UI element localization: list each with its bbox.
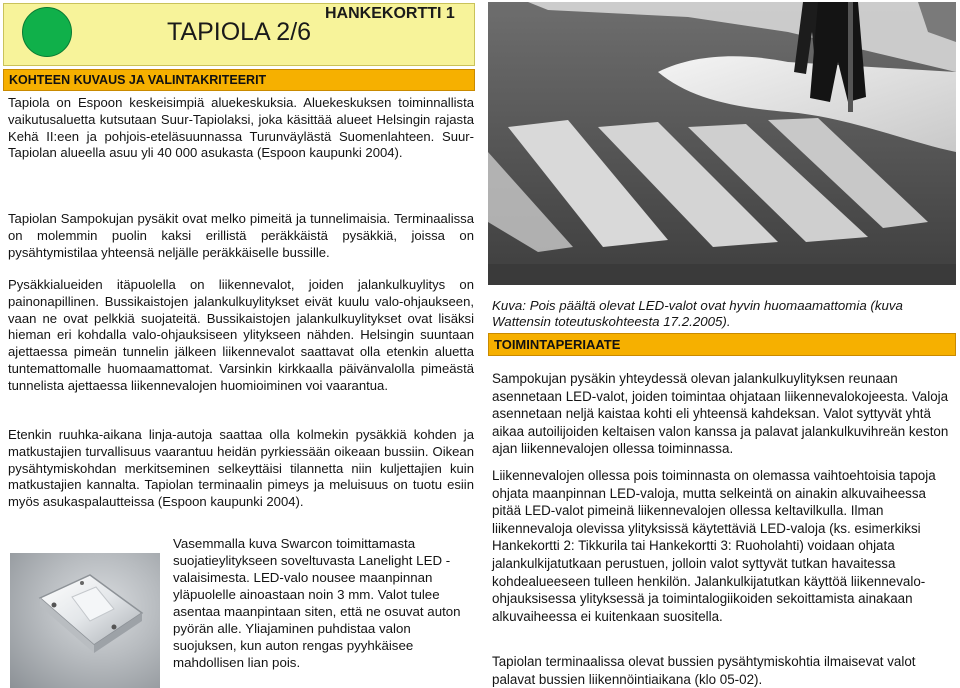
paragraph-intro: Tapiola on Espoon keskeisimpiä aluekeskuksia. Aluekeskuksen toiminnallista vaikutusaluetta kutsutaan Suur-Tapiolaksi, joka käsittää alueet Helsingin rajasta Kehä II:een ja pohjois-eteläsuunnassa Turunväylästä Suomenlahteen. Suur-Tapiolan alueella asuu yli 40 000 asukasta (Espoon kaupunki 2004). <box>8 95 474 161</box>
section-title-description: KOHTEEN KUVAUS JA VALINTAKRITEERIT <box>3 69 475 91</box>
led-stud-image <box>10 553 160 688</box>
paragraph-led-control: Liikennevalojen ollessa pois toiminnasta on olemassa vaihtoehtoisia tapoja ohjata maanpinnan LED-valoja, mutta selkeintä on ainakin alkuvaiheessa pitää LED-valot pimeinä liikennevalojen ollessa keltavilkulla. Ilman liikennevaloja olevissa ylityksissä käytettäviä LED-valoja (ks. esimerkiksi Hankekortti 2: Tikkurila tai Hankekortti 3: Ruoholahti) voidaan ohjata jalankulkijatutkaan perustuen, jolloin valot syttyvät tutkan havaitessa kohdealueeseen tulleen henkilön. Jalankulkijatutkan käyttöä liikennevalo-ohjauksisessa ylityksessä ja toimintalogiikoiden sekoittamista ainakaan alkuvaiheessa ei kuitenkaan suositella. <box>492 468 936 624</box>
paragraph-led-installation: Sampokujan pysäkin yhteydessä olevan jalankulkuylityksen reunaan asennetaan LED-valot, joiden toimintaa ohjataan liikennevalokojeesta. Valoja asennetaan neljä kaistaa kohti eli yhteensä kahdeksan. Valot syttyvät yhtä aikaa autoilijoiden keltaisen valon kanssa ja palavat jalankulkuvihreän keston ajan liikennevalojen ollessa toiminnassa. <box>492 371 949 457</box>
section-title-principle: TOIMINTAPERIAATE <box>488 333 956 356</box>
crossing-photo <box>488 2 956 285</box>
page-title: TAPIOLA 2/6 <box>167 18 312 46</box>
card-label: HANKEKORTTI 1 <box>325 5 455 22</box>
led-stud-photo <box>10 553 160 688</box>
paragraph-rush-hour: Etenkin ruuhka-aikana linja-autoja saattaa olla kolmekin pysäkkiä kohden ja matkustajien turvallisuus vaarantuu heidän pyrkiessään oikeaan bussiin. Oikean pysähtymiskohdan merkitseminen selkeyttäisi tilannetta niin kuljettajien kuin matkustajien kannalta. Tapiolan terminaalin pimeys ja meluisuus on tuotu esiin myös asukaspalautteissa (Espoon kaupunki 2004). <box>8 427 474 510</box>
green-circle-icon <box>22 7 72 57</box>
paragraph-traffic-lights: Pysäkkialueiden itäpuolella on liikennevalot, joiden jalankulkuylitys on painonapillinen. Bussikaistojen jalankulkuylitykset eivät kuulu valo-ohjaukseen, vaan ne ovat pelkkiä suojateitä. Bussikaistojen jalankulkuylitykset ovat lisäksi hieman eri kohdalla valo-ohjauksiseen ylitykseen nähden. Helsingin suuntaan ajettaessa pimeän tunnelin jälkeen liikennevalot saattavat olla etenkin aluetta tuntemattomalle huomaamattomat. Varsinkin kirkkaalla päivänvalolla pimeästä tunnelista ajettaessa liikennevalojen huomioiminen voi vaarantua. <box>8 277 474 393</box>
paragraph-stops: Tapiolan Sampokujan pysäkit ovat melko pimeitä ja tunnelimaisia. Terminaalissa on molemmin puolin kaksi erillistä peräkkäistä pysäkkiä, joissa on pysähtymistilaa yhteensä neljälle peräkkäiselle bussille. <box>8 211 474 260</box>
paragraph-terminal-lights: Tapiolan terminaalissa olevat bussien pysähtymiskohtia ilmaisevat valot palavat bussien liikennöintiaikana (klo 05-02). <box>492 654 916 687</box>
photo-caption: Kuva: Pois päältä olevat LED-valot ovat hyvin huomaamattomia (kuva Wattensin toteutuskohteesta 17.2.2005). <box>492 298 903 329</box>
crosswalk-image <box>488 2 956 285</box>
paragraph-led-stud: Vasemmalla kuva Swarcon toimittamasta suojatieylitykseen soveltuvasta Lanelight LED -valaisimesta. LED-valo nousee maanpinnan yläpuolelle ainoastaan noin 3 mm. Valot tulee asentaa maanpintaan siten, että ne osuvat auton pyörän alle. Yliajaminen puhdistaa valon suojuksen, kun auton rengas pyyhkäisee mahdollisen lian pois. <box>173 536 461 670</box>
